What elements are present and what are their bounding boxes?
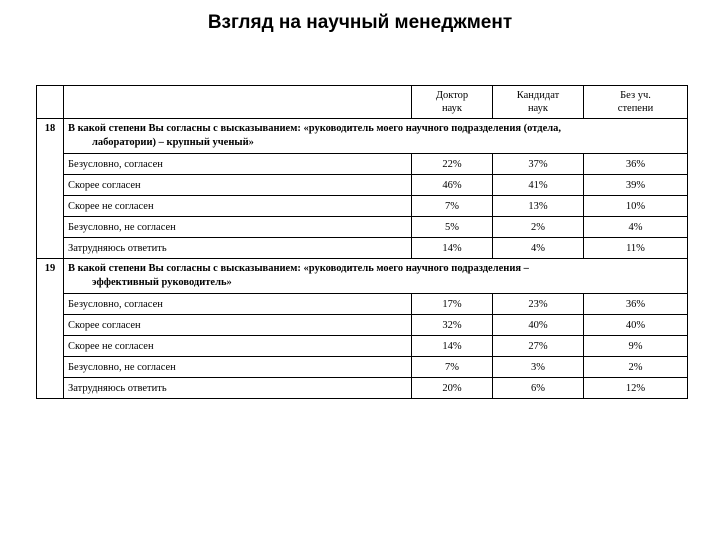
header-no-degree: Без уч. степени <box>584 86 688 119</box>
value-doctor: 5% <box>412 217 493 238</box>
value-doctor: 7% <box>412 196 493 217</box>
answer-label: Затрудняюсь ответить <box>64 238 412 259</box>
value-candidate: 2% <box>493 217 584 238</box>
question-number: 19 <box>37 259 64 399</box>
page-title: Взгляд на научный менеджмент <box>207 12 513 33</box>
table-row <box>37 294 688 315</box>
value-doctor: 22% <box>412 154 493 175</box>
table-row <box>37 154 688 175</box>
table-header-row <box>37 86 688 119</box>
value-doctor: 14% <box>412 238 493 259</box>
value-candidate: 3% <box>493 357 584 378</box>
table-row <box>37 315 688 336</box>
header-question-cell <box>64 86 412 119</box>
value-candidate: 41% <box>493 175 584 196</box>
answer-label: Безусловно, согласен <box>64 154 412 175</box>
question-row <box>37 259 688 294</box>
question-row <box>37 119 688 154</box>
value-no-degree: 2% <box>584 357 688 378</box>
table-row <box>37 357 688 378</box>
value-no-degree: 11% <box>584 238 688 259</box>
answer-label: Затрудняюсь ответить <box>64 378 412 399</box>
value-candidate: 13% <box>493 196 584 217</box>
header-doctor: Доктор наук <box>412 86 493 119</box>
value-doctor: 20% <box>412 378 493 399</box>
value-no-degree: 9% <box>584 336 688 357</box>
survey-table <box>36 85 688 399</box>
table-row <box>37 196 688 217</box>
header-candidate: Кандидат наук <box>493 86 584 119</box>
answer-label: Безусловно, не согласен <box>64 357 412 378</box>
value-candidate: 23% <box>493 294 584 315</box>
value-no-degree: 40% <box>584 315 688 336</box>
value-candidate: 40% <box>493 315 584 336</box>
value-doctor: 32% <box>412 315 493 336</box>
header-number-cell <box>37 86 64 119</box>
value-no-degree: 39% <box>584 175 688 196</box>
table-row <box>37 378 688 399</box>
question-text: В какой степени Вы согласны с высказыванием: «руководитель моего научного подразделения (отдела, лаборатории) – крупный ученый» <box>64 119 688 154</box>
value-doctor: 46% <box>412 175 493 196</box>
value-doctor: 7% <box>412 357 493 378</box>
answer-label: Скорее не согласен <box>64 336 412 357</box>
answer-label: Скорее не согласен <box>64 196 412 217</box>
value-candidate: 27% <box>493 336 584 357</box>
value-candidate: 37% <box>493 154 584 175</box>
value-no-degree: 36% <box>584 294 688 315</box>
value-candidate: 6% <box>493 378 584 399</box>
value-doctor: 14% <box>412 336 493 357</box>
table-row <box>37 175 688 196</box>
value-candidate: 4% <box>493 238 584 259</box>
question-number: 18 <box>37 119 64 259</box>
answer-label: Безусловно, не согласен <box>64 217 412 238</box>
question-text: В какой степени Вы согласны с высказыванием: «руководитель моего научного подразделения – эффективный руководитель» <box>64 259 688 294</box>
answer-label: Скорее согласен <box>64 175 412 196</box>
value-no-degree: 12% <box>584 378 688 399</box>
answer-label: Скорее согласен <box>64 315 412 336</box>
value-doctor: 17% <box>412 294 493 315</box>
value-no-degree: 10% <box>584 196 688 217</box>
answer-label: Безусловно, согласен <box>64 294 412 315</box>
table-row <box>37 217 688 238</box>
table-row <box>37 238 688 259</box>
table-row <box>37 336 688 357</box>
value-no-degree: 36% <box>584 154 688 175</box>
value-no-degree: 4% <box>584 217 688 238</box>
